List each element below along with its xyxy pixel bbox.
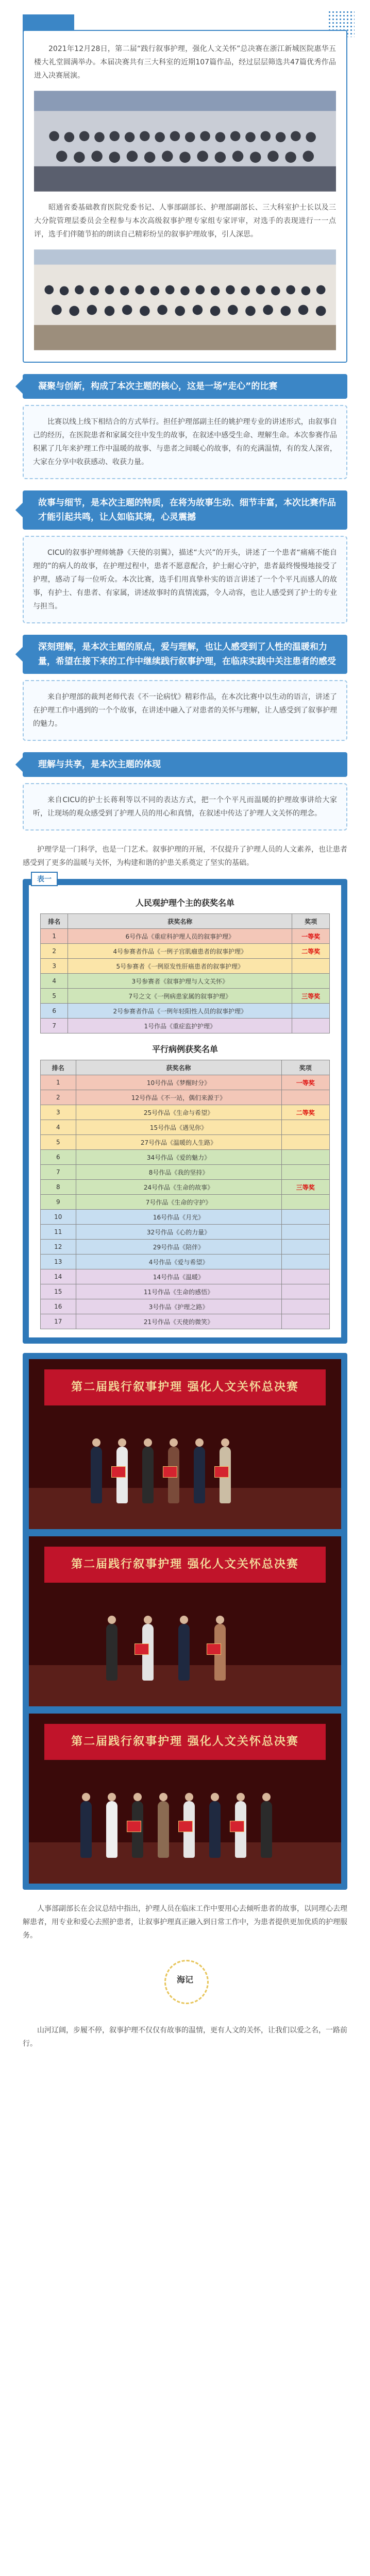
cell-rank: 2 bbox=[41, 1090, 76, 1105]
certificate bbox=[214, 1466, 229, 1478]
ending-paragraph-1: 人事部副部长在会议总结中指出，护理人员在临床工作中要用心去倾听患者的故事，以同理心去理解患者，用专业和爱心去照护患者，让叙事护理真正融入到日常工作中，为患者提供更加优质的护理服务。 bbox=[23, 1905, 347, 1940]
decor-burst bbox=[23, 1955, 347, 2011]
cell-rank: 6 bbox=[41, 1004, 68, 1019]
cell-name: 7号作品《生命的守护》 bbox=[76, 1195, 281, 1210]
cell-award bbox=[281, 1284, 329, 1299]
table-row bbox=[41, 929, 330, 944]
table-row bbox=[41, 1225, 330, 1240]
certificate bbox=[230, 1821, 244, 1832]
cell-rank: 4 bbox=[41, 1120, 76, 1135]
person bbox=[261, 1801, 272, 1858]
cell-award: 二等奖 bbox=[281, 1105, 329, 1120]
cell-name: 14号作品《温暖》 bbox=[76, 1269, 281, 1284]
table1-header-name: 获奖名称 bbox=[68, 914, 292, 929]
cell-award: 三等奖 bbox=[281, 1180, 329, 1195]
certificate bbox=[178, 1821, 193, 1832]
decor-text: 海记 bbox=[176, 1975, 193, 1985]
cell-rank: 11 bbox=[41, 1225, 76, 1240]
audience-photo bbox=[34, 248, 336, 351]
person bbox=[158, 1801, 169, 1858]
table-row bbox=[41, 1090, 330, 1105]
cell-name: 21号作品《天使的微笑》 bbox=[76, 1314, 281, 1329]
table-row bbox=[41, 1135, 330, 1150]
stage-photo-1 bbox=[29, 1359, 341, 1529]
section-banner-1: 凝聚与创新，构成了本次主题的核心，这是一场“走心”的比赛 bbox=[23, 374, 347, 399]
table1-body bbox=[41, 929, 330, 1033]
section-banner-2: 故事与细节，是本次主题的特质，在将为故事生动、细节丰富，本次比赛作品才能引起共鸣，让人如临其境，心灵震撼 bbox=[23, 490, 347, 530]
person bbox=[178, 1624, 190, 1681]
person bbox=[142, 1447, 154, 1503]
cell-rank: 1 bbox=[41, 1075, 76, 1090]
table2-header-rank: 排名 bbox=[41, 1060, 76, 1075]
section-box-2 bbox=[23, 536, 347, 623]
table-row bbox=[41, 1105, 330, 1120]
cell-name: 10号作品《梦醒时分》 bbox=[76, 1075, 281, 1090]
cell-award bbox=[292, 1004, 330, 1019]
person bbox=[106, 1801, 117, 1858]
stage-banner-1: 第二届践行叙事护理 强化人文关怀总决赛 bbox=[44, 1369, 326, 1405]
stage-photo-2 bbox=[29, 1536, 341, 1706]
person bbox=[194, 1447, 205, 1503]
cell-rank: 7 bbox=[41, 1019, 68, 1033]
table-row bbox=[41, 1180, 330, 1195]
cell-rank: 12 bbox=[41, 1240, 76, 1255]
award-table-container bbox=[29, 885, 341, 1337]
cell-name: 34号作品《爱的魅力》 bbox=[76, 1150, 281, 1165]
certificate bbox=[134, 1643, 149, 1655]
table-row bbox=[41, 1240, 330, 1255]
cell-name: 4号作品《爱与希望》 bbox=[76, 1255, 281, 1269]
cell-rank: 3 bbox=[41, 959, 68, 974]
cell-rank: 14 bbox=[41, 1269, 76, 1284]
table2-body bbox=[41, 1075, 330, 1329]
ending-paragraph-2: 山河辽阔，步履不停，叙事护理不仅仅有故事的温情，更有人文的关怀，让我们以爱之名，一路前行。 bbox=[23, 2026, 347, 2048]
stage-photo-frame bbox=[23, 1353, 347, 1890]
intro-paragraph-1: 2021年12月28日，第二届“践行叙事护理，强化人文关怀”总决赛在浙江新城医院惠华五楼大礼堂圆满举办。本届决赛共有三大科室的近期107篇作品，经过层层筛选共47篇优秀作品进入决赛展演。 bbox=[34, 45, 336, 80]
cell-award bbox=[281, 1255, 329, 1269]
table-row bbox=[41, 1075, 330, 1090]
cell-rank: 3 bbox=[41, 1105, 76, 1120]
cell-award bbox=[281, 1225, 329, 1240]
cell-name: 29号作品《陪伴》 bbox=[76, 1240, 281, 1255]
table1-header-rank: 排名 bbox=[41, 914, 68, 929]
cell-rank: 5 bbox=[41, 989, 68, 1004]
certificate bbox=[163, 1466, 177, 1478]
table-row bbox=[41, 1004, 330, 1019]
cell-award bbox=[281, 1090, 329, 1105]
cell-name: 2号参赛者作品《一例年轻阳性人员的叙事护理》 bbox=[68, 1004, 292, 1019]
table-row bbox=[41, 974, 330, 989]
award-table-frame bbox=[23, 875, 347, 1344]
certificate bbox=[127, 1821, 141, 1832]
cell-rank: 10 bbox=[41, 1210, 76, 1225]
table-row bbox=[41, 1165, 330, 1180]
table-row bbox=[41, 1314, 330, 1329]
table-label: 表一 bbox=[31, 872, 58, 886]
cell-rank: 8 bbox=[41, 1180, 76, 1195]
cell-name: 5号参赛者《一例原发性肝癌患者的叙事护理》 bbox=[68, 959, 292, 974]
cell-award: 三等奖 bbox=[292, 989, 330, 1004]
cell-rank: 5 bbox=[41, 1135, 76, 1150]
certificate bbox=[207, 1643, 221, 1655]
person bbox=[209, 1801, 221, 1858]
section-text-4: 来自CICU的护士长蒋利等以不同的表达方式，把一个个平凡而温暖的护理故事讲给大家听，让现场的观众感受到了护理人员的用心和真情，在叙述中传达了护理人文关怀的理念。 bbox=[33, 796, 337, 818]
person bbox=[106, 1624, 117, 1681]
cell-rank: 6 bbox=[41, 1150, 76, 1165]
section-box-1 bbox=[23, 405, 347, 479]
cell-award bbox=[281, 1195, 329, 1210]
footer-space bbox=[0, 2058, 370, 2078]
section-banner-4: 理解与共享，是本次主题的体现 bbox=[23, 752, 347, 777]
cell-award: 一等奖 bbox=[281, 1075, 329, 1090]
cell-name: 24号作品《生命的故事》 bbox=[76, 1180, 281, 1195]
person bbox=[80, 1801, 92, 1858]
cell-rank: 9 bbox=[41, 1195, 76, 1210]
table1-header-award: 奖项 bbox=[292, 914, 330, 929]
table-row bbox=[41, 1210, 330, 1225]
table-row bbox=[41, 1269, 330, 1284]
group-photo bbox=[34, 90, 336, 193]
section-text-2: CICU的叙事护理师姚静《天使的羽翼》，描述“大兴”的开头，讲述了一个患者“痛痛不能自理的”的病人的故事，在护理过程中，患者不愿意配合，护士耐心守护，患者最终慢慢地接受了护理，感动了每一位听众。本次比赛，选手们用真挚朴实的语言讲述了一个个平凡而感人的故事，有护士、有患者、有家属，讲述故事时的真情流露，令人动容，也让人感受到了护士的专业与担当。 bbox=[33, 549, 337, 611]
person bbox=[91, 1447, 102, 1503]
cell-name: 25号作品《生命与希望》 bbox=[76, 1105, 281, 1120]
cell-name: 11号作品《生命的感悟》 bbox=[76, 1284, 281, 1299]
cell-award bbox=[281, 1269, 329, 1284]
cell-rank: 2 bbox=[41, 944, 68, 959]
cell-award bbox=[292, 974, 330, 989]
table1-title: 人民观护理个主的获奖名单 bbox=[135, 898, 234, 908]
cell-award bbox=[281, 1120, 329, 1135]
section-banner-3: 深刻理解，是本次主题的原点，爱与理解，也让人感受到了人性的温暖和力量，希望在接下来的工作中继续践行叙事护理，在临床实践中关注患者的感受 bbox=[23, 635, 347, 674]
table2-title: 平行病例获奖名单 bbox=[152, 1044, 218, 1054]
cell-award bbox=[292, 959, 330, 974]
table-row bbox=[41, 944, 330, 959]
table-row bbox=[41, 1150, 330, 1165]
table-row bbox=[41, 1120, 330, 1135]
stage-banner-2: 第二届践行叙事护理 强化人文关怀总决赛 bbox=[44, 1547, 326, 1583]
certificate bbox=[111, 1466, 126, 1478]
closing-paragraph: 护理学是一门科学，也是一门艺术。叙事护理的开展，不仅提升了护理人员的人文素养，也让患者感受到了更多的温暖与关怀，为构建和谐的护患关系奠定了坚实的基础。 bbox=[23, 845, 347, 867]
section-text-1: 比赛以线上线下相结合的方式举行。担任护理部副主任的姚护理专业的讲述形式，由叙事自己的经历，在医院患者和家属交往中发生的故事，在叙述中感受生命、理解生命。本次参赛作品积累了几年来护理工作中温暖的故事、与患者之间暖心的故事，有的充满温情，有的发人深省，大家在分享中收获感动、收获力量。 bbox=[33, 418, 337, 466]
cell-award bbox=[281, 1165, 329, 1180]
cell-rank: 16 bbox=[41, 1299, 76, 1314]
cell-name: 16号作品《月光》 bbox=[76, 1210, 281, 1225]
cell-award bbox=[281, 1135, 329, 1150]
cell-name: 15号作品《遇见你》 bbox=[76, 1120, 281, 1135]
cell-rank: 4 bbox=[41, 974, 68, 989]
closing-section bbox=[23, 843, 347, 870]
cell-award bbox=[292, 1019, 330, 1033]
intro-paragraph-2: 昭通省委基础教育医院党委书记、人事部副部长、护理部副部长、三大科室护士长以及三大分院管理层委员会全程参与本次高级叙事护理专家组专家评审，对选手的表现进行一一点评，选手们伴随节拍的朗读自己精彩纷呈的叙事护理故事，引人深思。 bbox=[34, 204, 336, 239]
cell-name: 12号作品《不一站，偶们来源于》 bbox=[76, 1090, 281, 1105]
cell-name: 7号之文《一例病患家属的叙事护理》 bbox=[68, 989, 292, 1004]
ending-section bbox=[23, 1902, 347, 1942]
cell-name: 6号作品《重症科护理人员的叙事护理》 bbox=[68, 929, 292, 944]
table2 bbox=[40, 1060, 330, 1329]
stage-photo-3 bbox=[29, 1714, 341, 1884]
cell-award bbox=[281, 1150, 329, 1165]
cell-award bbox=[281, 1210, 329, 1225]
cell-award: 二等奖 bbox=[292, 944, 330, 959]
section-box-4 bbox=[23, 783, 347, 831]
cell-name: 1号作品《重症监护护理》 bbox=[68, 1019, 292, 1033]
table-row bbox=[41, 1284, 330, 1299]
cell-name: 4号参赛者作品《一例子宫肌瘤患者的叙事护理》 bbox=[68, 944, 292, 959]
section-text-3: 来自护理部的裁判老师代表《不一论病忧》精彩作品，在本次比赛中以生动的语言，讲述了在护理工作中遇到的一个个故事，在讲述中融入了对患者的关怀与理解，让人感受到了叙事护理的魅力。 bbox=[33, 693, 337, 728]
cell-name: 3号作品《护理之路》 bbox=[76, 1299, 281, 1314]
intro-section bbox=[0, 0, 370, 363]
cell-rank: 17 bbox=[41, 1314, 76, 1329]
cell-name: 8号作品《我的坚持》 bbox=[76, 1165, 281, 1180]
table-row bbox=[41, 989, 330, 1004]
table-row bbox=[41, 959, 330, 974]
stage-floor bbox=[29, 1488, 341, 1529]
ending-section-2 bbox=[23, 2024, 347, 2050]
cell-rank: 15 bbox=[41, 1284, 76, 1299]
cell-rank: 1 bbox=[41, 929, 68, 944]
table2-header-name: 获奖名称 bbox=[76, 1060, 281, 1075]
cell-award bbox=[281, 1314, 329, 1329]
table1 bbox=[40, 913, 330, 1033]
cell-name: 3号参赛者《叙事护理与人文关怀》 bbox=[68, 974, 292, 989]
table-row bbox=[41, 1299, 330, 1314]
table2-header-award: 奖项 bbox=[281, 1060, 329, 1075]
section-box-3 bbox=[23, 680, 347, 741]
cell-award: 一等奖 bbox=[292, 929, 330, 944]
cell-name: 27号作品《温暖的人生路》 bbox=[76, 1135, 281, 1150]
cell-rank: 7 bbox=[41, 1165, 76, 1180]
table-row bbox=[41, 1019, 330, 1033]
cell-award bbox=[281, 1240, 329, 1255]
cell-rank: 13 bbox=[41, 1255, 76, 1269]
stage-banner-3: 第二届践行叙事护理 强化人文关怀总决赛 bbox=[44, 1724, 326, 1760]
cell-award bbox=[281, 1299, 329, 1314]
table-row bbox=[41, 1255, 330, 1269]
table-row bbox=[41, 1195, 330, 1210]
cell-name: 32号作品《心的力量》 bbox=[76, 1225, 281, 1240]
intro-frame bbox=[23, 30, 347, 363]
